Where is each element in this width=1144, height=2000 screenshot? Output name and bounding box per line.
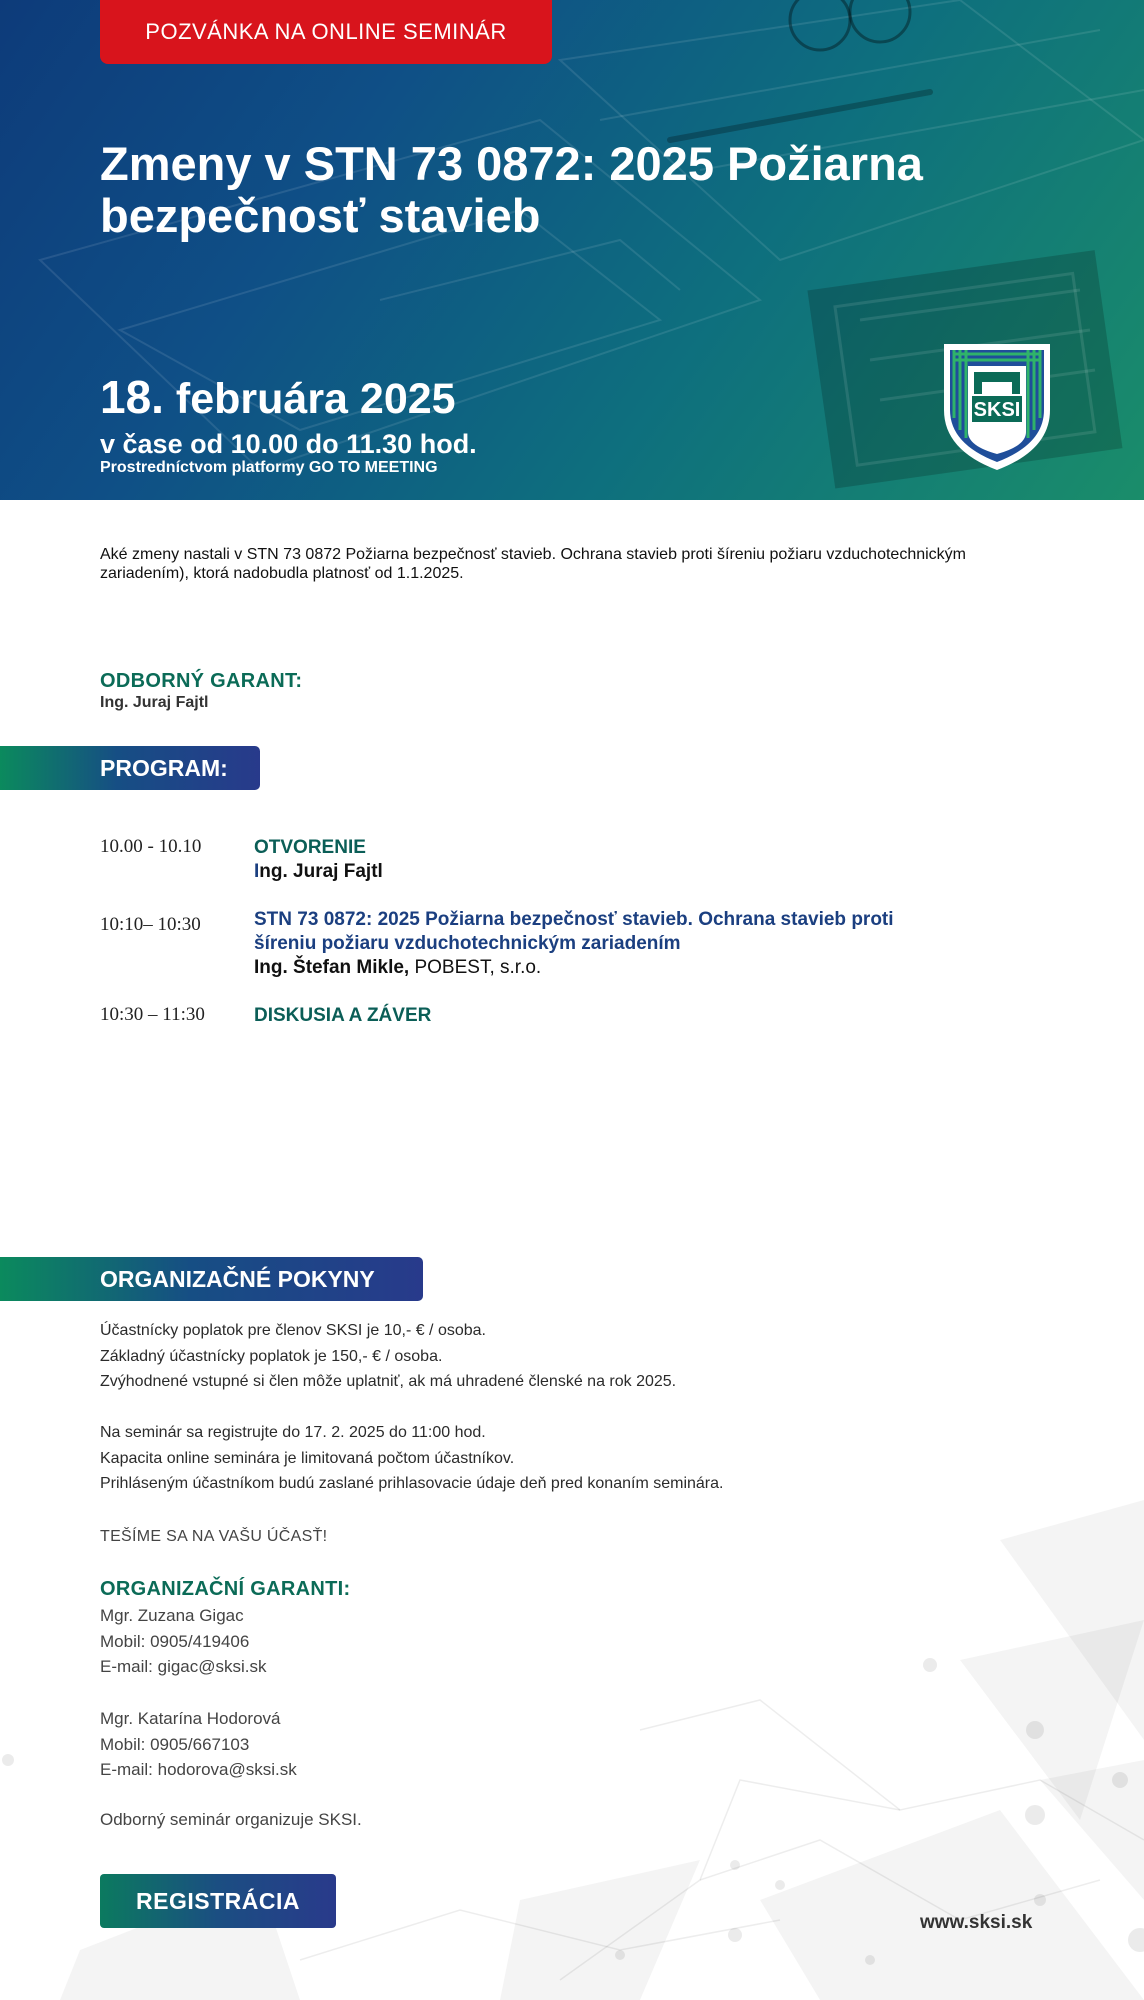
program-item-title-line-1: STN 73 0872: 2025 Požiarna bezpečnosť stavieb. Ochrana stavieb proti	[254, 909, 894, 930]
registration-button[interactable]: REGISTRÁCIA	[100, 1874, 336, 1928]
program-item-time: 10:30 – 11:30	[100, 1004, 205, 1025]
program-item-speaker	[254, 860, 1034, 884]
event-platform: Prostredníctvom platformy GO TO MEETING	[100, 459, 438, 476]
intro-line-1: Aké zmeny nastali v STN 73 0872 Požiarna bezpečnosť stavieb. Ochrana stavieb proti šíreniu požiaru vzduchotechnickým	[100, 546, 966, 563]
registration-line: Prihláseným účastníkom budú zaslané prihlasovacie údaje deň pred konaním seminára.	[100, 1475, 724, 1492]
sksi-logo-text: SKSI	[973, 399, 1021, 421]
event-date-day: 18.	[100, 371, 164, 423]
organizational-info-heading: ORGANIZAČNÉ POKYNY	[0, 1257, 423, 1301]
program-item-title: OTVORENIE	[254, 837, 366, 858]
header-banner	[0, 0, 1144, 500]
welcome-text: TEŠÍME SA NA VAŠU ÚČASŤ!	[100, 1528, 328, 1545]
program-item-speaker-initial: I	[254, 861, 260, 882]
event-time: v čase od 10.00 do 11.30 hod.	[100, 429, 477, 459]
program-item-time: 10:10– 10:30	[100, 914, 201, 935]
invitation-badge: POZVÁNKA NA ONLINE SEMINÁR	[100, 0, 552, 64]
contact-card	[100, 1706, 500, 1783]
intro-line-2: zariadením), ktorá nadobudla platnosť od 1.1.2025.	[100, 565, 464, 582]
fee-line: Zvýhodnené vstupné si člen môže uplatniť, ak má uhradené členské na rok 2025.	[100, 1373, 677, 1390]
page-title-line-2: bezpečnosť stavieb	[100, 189, 541, 242]
contact-name: Mgr. Katarína Hodorová	[100, 1709, 281, 1728]
fee-line: Základný účastnícky poplatok je 150,- € / osoba.	[100, 1347, 443, 1365]
program-item-speaker-org: POBEST, s.r.o.	[409, 957, 542, 978]
program-item-time: 10.00 - 10.10	[100, 836, 202, 857]
intro-text	[100, 545, 1040, 583]
program-item-speaker-name: Ing. Štefan Mikle,	[254, 957, 410, 978]
contact-email[interactable]: E-mail: gigac@sksi.sk	[100, 1657, 267, 1676]
program-item-speaker	[254, 956, 1034, 980]
fee-line: Účastnícky poplatok pre členov SKSI je 10,- € / osoba.	[100, 1322, 486, 1339]
organizer-note: Odborný seminár organizuje SKSI.	[100, 1810, 362, 1829]
organizational-guarantors-heading: ORGANIZAČNÍ GARANTI:	[100, 1578, 351, 1600]
program-item-speaker-rest: ng. Juraj Fajtl	[259, 861, 383, 882]
fees-info	[100, 1318, 1000, 1395]
sksi-logo	[940, 340, 1054, 474]
event-date-month-year: februára 2025	[163, 375, 456, 423]
event-date	[100, 372, 456, 424]
expert-guarantor-heading: ODBORNÝ GARANT:	[100, 670, 303, 692]
program-item-title: DISKUSIA A ZÁVER	[254, 1005, 432, 1026]
page-title	[100, 138, 1020, 242]
contact-mobile: Mobil: 0905/667103	[100, 1734, 250, 1754]
registration-line: Kapacita online seminára je limitovaná počtom účastníkov.	[100, 1449, 515, 1467]
registration-info	[100, 1420, 1000, 1497]
contact-email[interactable]: E-mail: hodorova@sksi.sk	[100, 1760, 297, 1779]
contact-card	[100, 1603, 500, 1680]
registration-line: Na seminár sa registrujte do 17. 2. 2025 do 11:00 hod.	[100, 1424, 486, 1441]
page-title-line-1: Zmeny v STN 73 0872: 2025 Požiarna	[100, 137, 923, 190]
contact-name: Mgr. Zuzana Gigac	[100, 1606, 244, 1625]
expert-guarantor-name: Ing. Juraj Fajtl	[100, 694, 209, 711]
program-heading: PROGRAM:	[0, 746, 260, 790]
website-link[interactable]: www.sksi.sk	[920, 1912, 1033, 1933]
contact-mobile: Mobil: 0905/419406	[100, 1631, 250, 1651]
program-item-title-line-2: šíreniu požiaru vzduchotechnickým zariadením	[254, 933, 681, 954]
